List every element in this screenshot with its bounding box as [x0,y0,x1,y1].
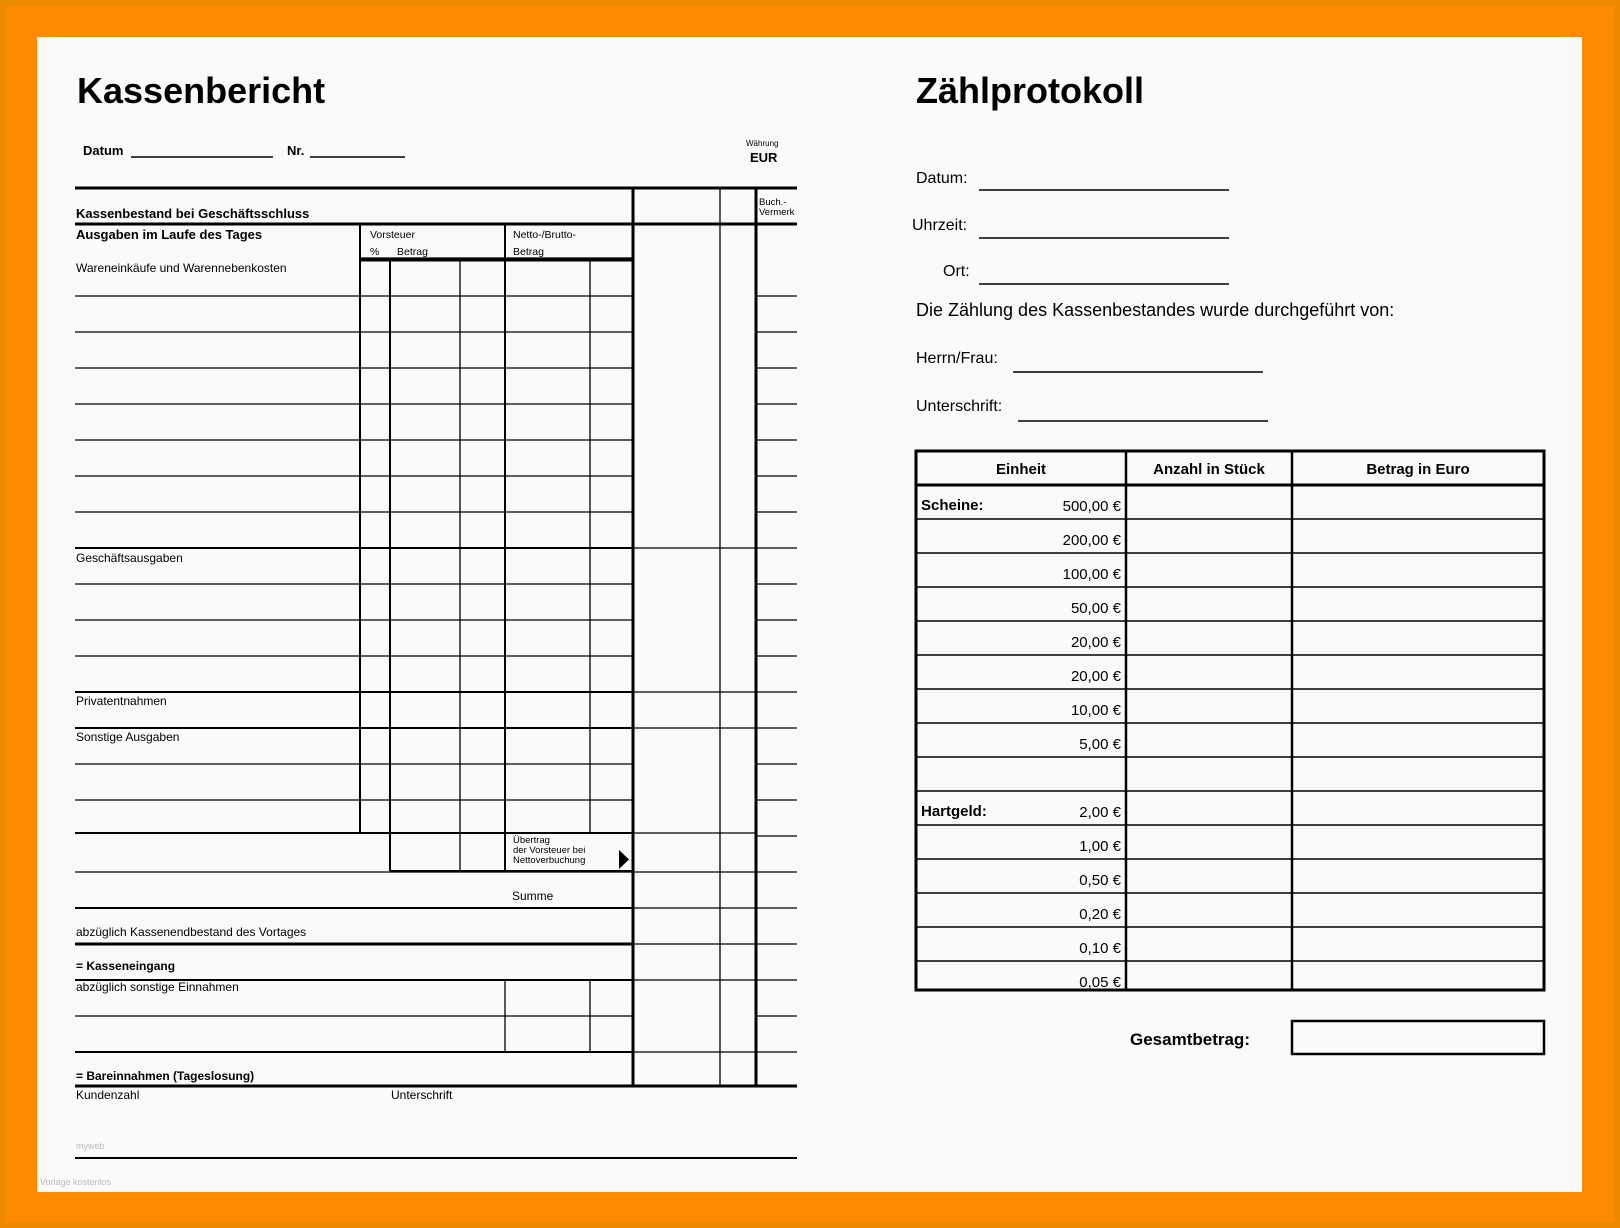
summe-label: Summe [512,889,554,903]
denomination-value: 0,50 € [1079,872,1121,889]
anzahl-cell[interactable] [1128,691,1290,721]
betrag-cell[interactable] [1294,861,1542,891]
vorsteuer-betrag-label: Betrag [397,246,428,258]
durchgefuehrt-text: Die Zählung des Kassenbestandes wurde durchgeführt von: [916,300,1395,320]
denomination-value: 0,20 € [1079,906,1121,923]
nr-field[interactable] [310,137,405,157]
betrag-cell[interactable] [1294,929,1542,959]
denomination-value: 0,10 € [1079,940,1121,957]
betrag-cell[interactable] [1294,487,1542,517]
uebertrag-line-1: Übertrag [513,835,550,846]
wareneinkaeufe-label: Wareneinkäufe und Warennebenkosten [76,261,287,275]
anzahl-cell[interactable] [1128,861,1290,891]
zp-datum-field[interactable] [979,167,1229,190]
anzahl-cell[interactable] [1128,895,1290,925]
scheine-label: Scheine: [921,497,984,514]
denomination-value: 20,00 € [1070,634,1121,651]
denomination-value: 200,00 € [1062,532,1121,549]
waehrung-value: EUR [750,150,778,165]
gesamtbetrag-field[interactable] [1294,1023,1542,1052]
unterschrift-label-left: Unterschrift [391,1088,453,1102]
nr-label: Nr. [287,143,305,158]
denomination-value: 20,00 € [1070,668,1121,685]
anzahl-cell[interactable] [1128,555,1290,585]
herr-frau-label: Herrn/Frau: [916,350,998,367]
betrag-cell[interactable] [1294,793,1542,823]
denomination-value: 1,00 € [1079,838,1121,855]
uebertrag-line-2: der Vorsteuer bei [513,844,586,856]
zp-uhrzeit-field[interactable] [979,215,1229,238]
zp-ort-label: Ort: [943,263,970,280]
anzahl-cell[interactable] [1128,827,1290,857]
kundenzahl-label: Kundenzahl [76,1088,140,1102]
anzahl-cell[interactable] [1128,521,1290,551]
denomination-value: 500,00 € [1062,498,1121,515]
footer-small-2: Vorlage kostenlos [40,1177,112,1187]
privatentnahmen-label: Privatentnahmen [76,694,167,708]
uebertrag-line-3: Nettoverbuchung [513,854,586,866]
betrag-cell[interactable] [1294,589,1542,619]
header-einheit: Einheit [995,461,1046,478]
header-betrag: Betrag in Euro [1366,461,1470,478]
zaehlprotokoll-title: Zählprotokoll [916,70,1144,111]
anzahl-cell[interactable] [1128,487,1290,517]
bareinnahmen-label: = Bareinnahmen (Tageslosung) [76,1069,255,1083]
anzahl-cell[interactable] [1128,793,1290,823]
denomination-value: 100,00 € [1062,566,1121,583]
zp-unterschrift-label: Unterschrift: [916,398,1003,415]
denomination-value: 0,05 € [1079,974,1121,991]
zp-ort-field[interactable] [979,261,1229,284]
abzueglich-vortag-label: abzüglich Kassenendbestand des Vortages [76,925,307,939]
anzahl-cell[interactable] [1128,657,1290,687]
betrag-cell[interactable] [1294,895,1542,925]
denomination-value: 5,00 € [1079,736,1121,753]
ausgaben-label: Ausgaben im Laufe des Tages [76,227,263,242]
anzahl-cell[interactable] [1128,623,1290,653]
betrag-cell[interactable] [1294,657,1542,687]
vermerk-label: Vermerk [759,206,795,218]
anzahl-cell[interactable] [1128,589,1290,619]
kassenbestand-label: Kassenbestand bei Geschäftsschluss [76,206,310,221]
anzahl-cell[interactable] [1128,759,1290,789]
uebertrag-label [513,836,585,866]
form-sheet [37,37,1582,1192]
netto-betrag-label: Betrag [513,246,544,258]
geschaeftsausgaben-label: Geschäftsausgaben [76,551,183,565]
datum-field[interactable] [131,137,273,157]
uebertrag-arrow [619,850,629,869]
anzahl-cell[interactable] [1128,929,1290,959]
betrag-cell[interactable] [1294,725,1542,755]
vorsteuer-percent-label: % [370,246,380,258]
abzueglich-sonstige-label: abzüglich sonstige Einnahmen [76,980,239,994]
herr-frau-field[interactable] [1013,349,1263,372]
betrag-cell[interactable] [1294,555,1542,585]
kasseneingang-label: = Kasseneingang [76,959,176,973]
hartgeld-label: Hartgeld: [921,803,987,820]
sonstige-ausgaben-label: Sonstige Ausgaben [76,730,180,744]
datum-label: Datum [83,143,124,158]
footer-small-1: myweb [76,1141,105,1151]
betrag-cell[interactable] [1294,963,1542,993]
anzahl-cell[interactable] [1128,963,1290,993]
netto-brutto-label: Netto-/Brutto- [513,229,577,241]
denomination-value: 50,00 € [1070,600,1121,617]
anzahl-cell[interactable] [1128,725,1290,755]
betrag-cell[interactable] [1294,691,1542,721]
vorsteuer-label: Vorsteuer [370,229,415,241]
buch-vermerk-header [759,198,794,218]
header-anzahl: Anzahl in Stück [1153,461,1265,478]
waehrung-label: Währung [746,139,779,148]
denomination-value: 2,00 € [1079,804,1121,821]
betrag-cell[interactable] [1294,827,1542,857]
betrag-cell[interactable] [1294,521,1542,551]
zp-unterschrift-field[interactable] [1018,398,1268,421]
betrag-cell[interactable] [1294,759,1542,789]
zp-datum-label: Datum: [916,170,968,187]
buch-label: Buch.- [759,197,787,208]
betrag-cell[interactable] [1294,623,1542,653]
zp-uhrzeit-label: Uhrzeit: [912,217,968,234]
kassenbericht-title: Kassenbericht [77,70,326,111]
denomination-value: 10,00 € [1070,702,1121,719]
gesamtbetrag-label: Gesamtbetrag: [1130,1030,1250,1049]
